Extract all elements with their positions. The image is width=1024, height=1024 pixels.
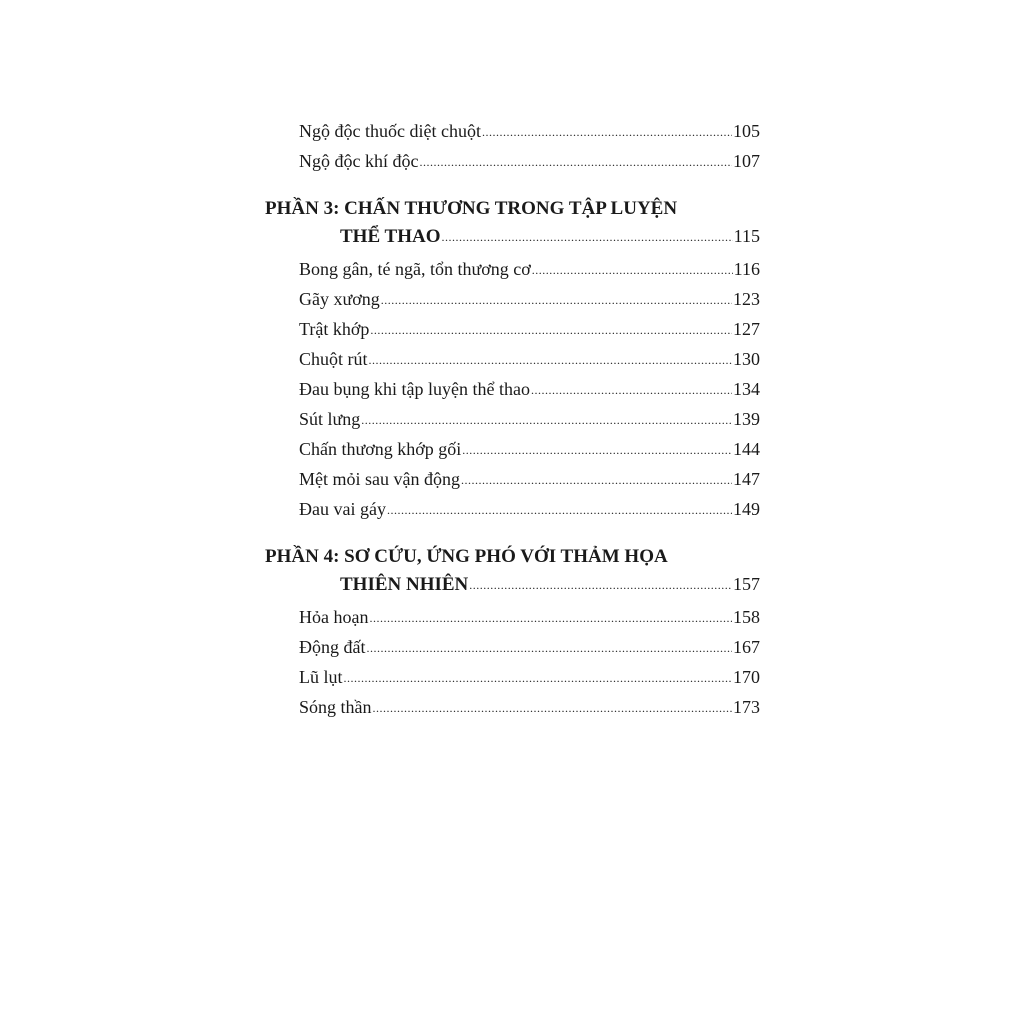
toc-entry-label: Chuột rút: [299, 349, 368, 369]
toc-entry: [299, 696, 760, 720]
dot-leader: [419, 151, 732, 173]
toc-entry: [299, 666, 760, 690]
toc-entry: [299, 636, 760, 660]
toc-entry-page: 107: [733, 151, 760, 171]
dot-leader: [373, 697, 732, 719]
toc-entry-label: Đau bụng khi tập luyện thể thao: [299, 379, 530, 399]
dot-leader: [469, 573, 732, 597]
toc-entry: [299, 606, 760, 630]
dot-leader: [531, 379, 732, 401]
dot-leader: [381, 289, 732, 311]
dot-leader: [387, 499, 732, 521]
part4-title-line2: THIÊN NHIÊN: [340, 574, 469, 595]
toc-entry: [299, 348, 760, 372]
part4-page: 157: [733, 574, 760, 594]
part3-title: PHẦN 3: CHẤN THƯƠNG TRONG TẬP LUYỆN: [265, 198, 678, 219]
dot-leader: [361, 409, 732, 431]
toc-entry: [299, 120, 760, 144]
toc-entry-page: 139: [733, 409, 760, 429]
toc-entry-page: 105: [733, 121, 760, 141]
toc-entry-page: 130: [733, 349, 760, 369]
dot-leader: [482, 121, 732, 143]
toc-entry-page: 116: [733, 259, 760, 279]
toc-entry-label: Hỏa hoạn: [299, 607, 369, 627]
part4-title-continued: [340, 572, 760, 598]
part3-title-line2: THỂ THAO: [340, 226, 441, 247]
toc-entry-page: 127: [733, 319, 760, 339]
toc-entry-page: 149: [733, 499, 760, 519]
toc-entry-label: Gãy xương: [299, 289, 380, 309]
toc-entry-label: Đau vai gáy: [299, 499, 386, 519]
toc-entry-label: Động đất: [299, 637, 366, 657]
toc-entry: [299, 288, 760, 312]
toc-entry-label: Bong gân, té ngã, tổn thương cơ: [299, 259, 531, 279]
toc-entry-label: Trật khớp: [299, 319, 370, 339]
toc-entry: [299, 318, 760, 342]
part3-page: 115: [733, 226, 760, 246]
toc-entry: [299, 150, 760, 174]
toc-entry-label: Ngộ độc khí độc: [299, 151, 419, 171]
dot-leader: [344, 667, 733, 689]
dot-leader: [370, 319, 732, 341]
toc-entry-page: 170: [733, 667, 760, 687]
toc-entry-page: 134: [733, 379, 760, 399]
toc-entry-label: Chấn thương khớp gối: [299, 439, 462, 459]
part4-title: PHẦN 4: SƠ CỨU, ỨNG PHÓ VỚI THẢM HỌA: [265, 546, 668, 567]
dot-leader: [532, 259, 733, 281]
dot-leader: [367, 637, 733, 659]
toc-entry: [299, 258, 760, 282]
toc-entry-label: Sóng thần: [299, 697, 372, 717]
dot-leader: [369, 607, 732, 629]
dot-leader: [369, 349, 732, 371]
toc-entry: [299, 468, 760, 492]
toc-entry-page: 123: [733, 289, 760, 309]
toc-entry: [299, 378, 760, 402]
toc-entry-page: 173: [733, 697, 760, 717]
dot-leader: [441, 225, 732, 249]
toc-entry: [299, 408, 760, 432]
toc-entry: [299, 438, 760, 462]
dot-leader: [461, 469, 732, 491]
toc-entry-page: 144: [733, 439, 760, 459]
dot-leader: [462, 439, 732, 461]
toc-entry-label: Mệt mỏi sau vận động: [299, 469, 460, 489]
toc-entry-label: Lũ lụt: [299, 667, 343, 687]
toc-entry-label: Sút lưng: [299, 409, 361, 429]
toc-entry-label: Ngộ độc thuốc diệt chuột: [299, 121, 481, 141]
toc-entry-page: 158: [733, 607, 760, 627]
toc-entry-page: 167: [733, 637, 760, 657]
toc-entry: [299, 498, 760, 522]
part3-title-continued: [340, 224, 760, 250]
toc-entry-page: 147: [733, 469, 760, 489]
